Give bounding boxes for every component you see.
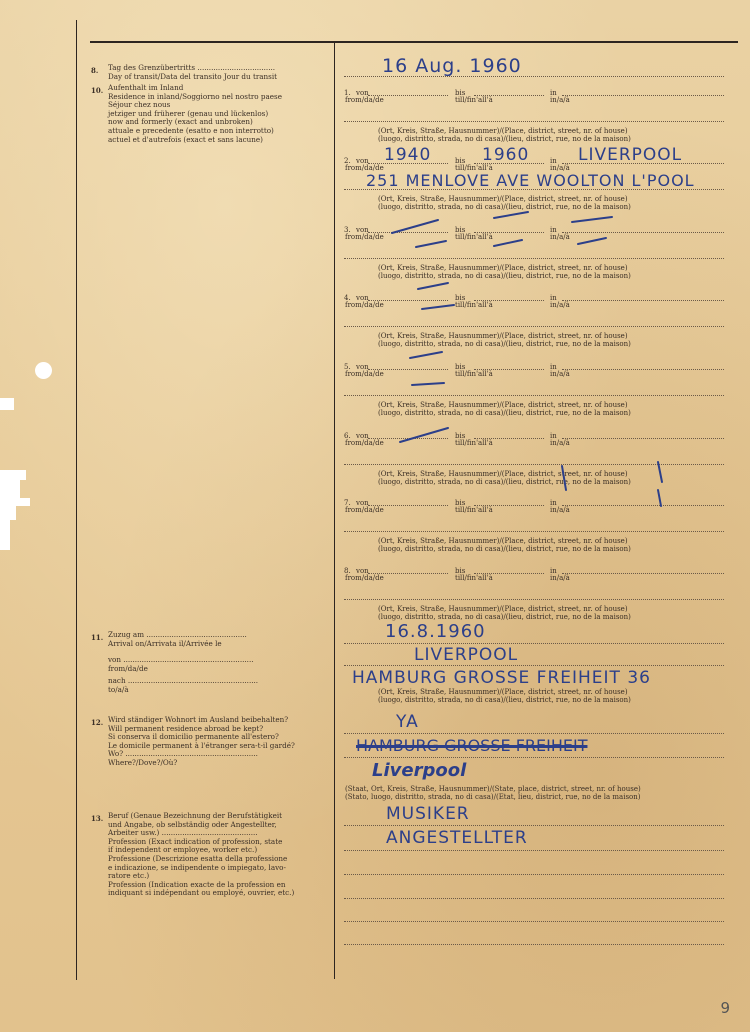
section-number: 10. bbox=[91, 86, 104, 95]
from-label: von bbox=[356, 294, 369, 302]
in-label: in bbox=[550, 89, 557, 97]
from-sub-label: from/da/de bbox=[345, 301, 384, 309]
section12-label: Wird ständiger Wohnort im Ausland beibehalten? Will permanent residence abroad be kept? Si conserva il domicilio permanente all'estero? Le domicile permanent à l'étranger sera-t-il gardé? Wo? .......................................................... Where?/Dove?/Où? bbox=[108, 715, 295, 767]
till-sub-label: till/fin'all'à bbox=[455, 370, 493, 378]
row-number: 1. bbox=[344, 89, 351, 97]
from-label: von bbox=[356, 226, 369, 234]
section-number: 12. bbox=[91, 718, 104, 727]
address-caption: (Ort, Kreis, Straße, Hausnummer)/(Place, district, street, nr. of house) (luogo, distritto, strada, no di casa)/(lieu, district, rue, no de la maison) bbox=[378, 537, 631, 553]
from-label: von bbox=[356, 499, 369, 507]
till-sub-label: till/fin'all'à bbox=[455, 506, 493, 514]
address-caption: (Ort, Kreis, Straße, Hausnummer)/(Place, district, street, nr. of house) (luogo, distritto, strada, no di casa)/(lieu, district, rue, no de la maison) bbox=[378, 332, 631, 348]
till-sub-label: till/fin'all'à bbox=[455, 164, 493, 172]
in-label: in bbox=[550, 294, 557, 302]
till-label: bis bbox=[455, 499, 466, 507]
in-sub-label: in/a/à bbox=[550, 439, 570, 447]
in-label: in bbox=[550, 432, 557, 440]
in-label: in bbox=[550, 157, 557, 165]
from-label: von bbox=[356, 432, 369, 440]
till-label: bis bbox=[455, 363, 466, 371]
address-caption: (Staat, Ort, Kreis, Straße, Hausnummer)/(State, place, district, street, nr. of house) (Stato, luogo, distritto, strada, no di casa)/(Etat, lieu, district, rue, no de la maison) bbox=[345, 785, 641, 801]
section10-label: Aufenthalt im Inland Residence in inland/Soggiorno nel nostro paese Séjour chez nous jetziger und früherer (genau und lückenlos) now and formerly (exact and unbroken) attuale e precedente (esatto e non interrotto) actuel et d'autrefois (exact et sans lacune) bbox=[108, 83, 282, 144]
profession-line-1: MUSIKER bbox=[386, 804, 470, 824]
residence-in-value: LIVERPOOL bbox=[578, 145, 683, 165]
in-sub-label: in/a/à bbox=[550, 506, 570, 514]
address-caption: (Ort, Kreis, Straße, Hausnummer)/(Place, district, street, nr. of house) (luogo, distritto, strada, no di casa)/(lieu, district, rue, no de la maison) bbox=[378, 470, 631, 486]
section11-to-label: nach ......................................................... to/a/à bbox=[108, 676, 259, 694]
permanent-residence-answer: YA bbox=[396, 712, 419, 732]
row-number: 8. bbox=[344, 567, 351, 575]
row-number: 7. bbox=[344, 499, 351, 507]
struck-address: HAMBURG GROSSE FREIHEIT bbox=[356, 736, 588, 755]
row-number: 4. bbox=[344, 294, 351, 302]
in-sub-label: in/a/à bbox=[550, 233, 570, 241]
row-number: 2. bbox=[344, 157, 351, 165]
till-label: bis bbox=[455, 294, 466, 302]
section-number: 11. bbox=[91, 633, 104, 642]
from-sub-label: from/da/de bbox=[345, 506, 384, 514]
from-sub-label: from/da/de bbox=[345, 233, 384, 241]
section11-from-label: von ......................................................... from/da/de bbox=[108, 655, 254, 673]
till-label: bis bbox=[455, 432, 466, 440]
row-number: 3. bbox=[344, 226, 351, 234]
till-sub-label: till/fin'all'à bbox=[455, 439, 493, 447]
arrival-from-value: LIVERPOOL bbox=[414, 645, 519, 665]
arrival-to-value: HAMBURG GROSSE FREIHEIT 36 bbox=[352, 668, 651, 688]
till-sub-label: till/fin'all'à bbox=[455, 301, 493, 309]
arrival-date-value: 16.8.1960 bbox=[385, 621, 486, 642]
page-number: 9 bbox=[720, 999, 730, 1017]
in-label: in bbox=[550, 226, 557, 234]
from-label: von bbox=[356, 363, 369, 371]
residence-till-value: 1960 bbox=[482, 145, 530, 165]
section8-label: Tag des Grenzübertritts .................................. Day of transit/Data del transito Jour du transit bbox=[108, 63, 278, 81]
section11-label: Zuzug am ............................................ Arrival on/Arrivata il/Arrivée le bbox=[108, 630, 247, 648]
address-caption: (Ort, Kreis, Straße, Hausnummer)/(Place, district, street, nr. of house) (luogo, distritto, strada, no di casa)/(lieu, district, rue, no de la maison) bbox=[378, 127, 631, 143]
address-caption: (Ort, Kreis, Straße, Hausnummer)/(Place, district, street, nr. of house) (luogo, distritto, strada, no di casa)/(lieu, district, rue, no de la maison) bbox=[378, 264, 631, 280]
in-sub-label: in/a/à bbox=[550, 96, 570, 104]
from-sub-label: from/da/de bbox=[345, 370, 384, 378]
till-label: bis bbox=[455, 157, 466, 165]
where-value: Liverpool bbox=[372, 760, 467, 781]
row-number: 6. bbox=[344, 432, 351, 440]
in-label: in bbox=[550, 499, 557, 507]
residence-from-value: 1940 bbox=[384, 145, 432, 165]
row-number: 5. bbox=[344, 363, 351, 371]
address-caption: (Ort, Kreis, Straße, Hausnummer)/(Place, district, street, nr. of house) (luogo, distritto, strada, no di casa)/(lieu, district, rue, no de la maison) bbox=[378, 605, 631, 621]
section13-label: Beruf (Genaue Bezeichnung der Berufstätigkeit und Angabe, ob selbständig oder Angestellter, Arbeiter usw.) .......................................... Profession (Exact indication of profession, state if independent or employee, worker etc.) Professione (Descrizione esatta della professione e indicazione, se indipendente o impiegato, lavo- ratore etc.) Profession (Indication exacte de la profession en indiquant si indépendant ou employé, ouvrier, etc.) bbox=[108, 811, 295, 898]
from-sub-label: from/da/de bbox=[345, 96, 384, 104]
address-caption: (Ort, Kreis, Straße, Hausnummer)/(Place, district, street, nr. of house) (luogo, distritto, strada, no di casa)/(lieu, district, rue, no de la maison) bbox=[378, 195, 631, 211]
in-label: in bbox=[550, 567, 557, 575]
till-label: bis bbox=[455, 89, 466, 97]
in-label: in bbox=[550, 363, 557, 371]
till-sub-label: till/fin'all'à bbox=[455, 233, 493, 241]
till-sub-label: till/fin'all'à bbox=[455, 574, 493, 582]
till-label: bis bbox=[455, 226, 466, 234]
section-number: 13. bbox=[91, 814, 104, 823]
from-label: von bbox=[356, 157, 369, 165]
in-sub-label: in/a/à bbox=[550, 574, 570, 582]
address-caption: (Ort, Kreis, Straße, Hausnummer)/(Place, district, street, nr. of house) (luogo, distritto, strada, no di casa)/(lieu, district, rue, no de la maison) bbox=[378, 688, 631, 704]
in-sub-label: in/a/à bbox=[550, 164, 570, 172]
till-sub-label: till/fin'all'à bbox=[455, 96, 493, 104]
from-sub-label: from/da/de bbox=[345, 574, 384, 582]
from-sub-label: from/da/de bbox=[345, 164, 384, 172]
address-caption: (Ort, Kreis, Straße, Hausnummer)/(Place, district, street, nr. of house) (luogo, distritto, strada, no di casa)/(lieu, district, rue, no de la maison) bbox=[378, 401, 631, 417]
from-label: von bbox=[356, 567, 369, 575]
from-label: von bbox=[356, 89, 369, 97]
profession-line-2: ANGESTELLTER bbox=[386, 828, 528, 848]
till-label: bis bbox=[455, 567, 466, 575]
from-sub-label: from/da/de bbox=[345, 439, 384, 447]
in-sub-label: in/a/à bbox=[550, 301, 570, 309]
section-number: 8. bbox=[91, 66, 99, 75]
residence-address-value: 251 MENLOVE AVE WOOLTON L'POOL bbox=[366, 171, 695, 190]
in-sub-label: in/a/à bbox=[550, 370, 570, 378]
transit-date-value: 16 Aug. 1960 bbox=[382, 55, 522, 77]
